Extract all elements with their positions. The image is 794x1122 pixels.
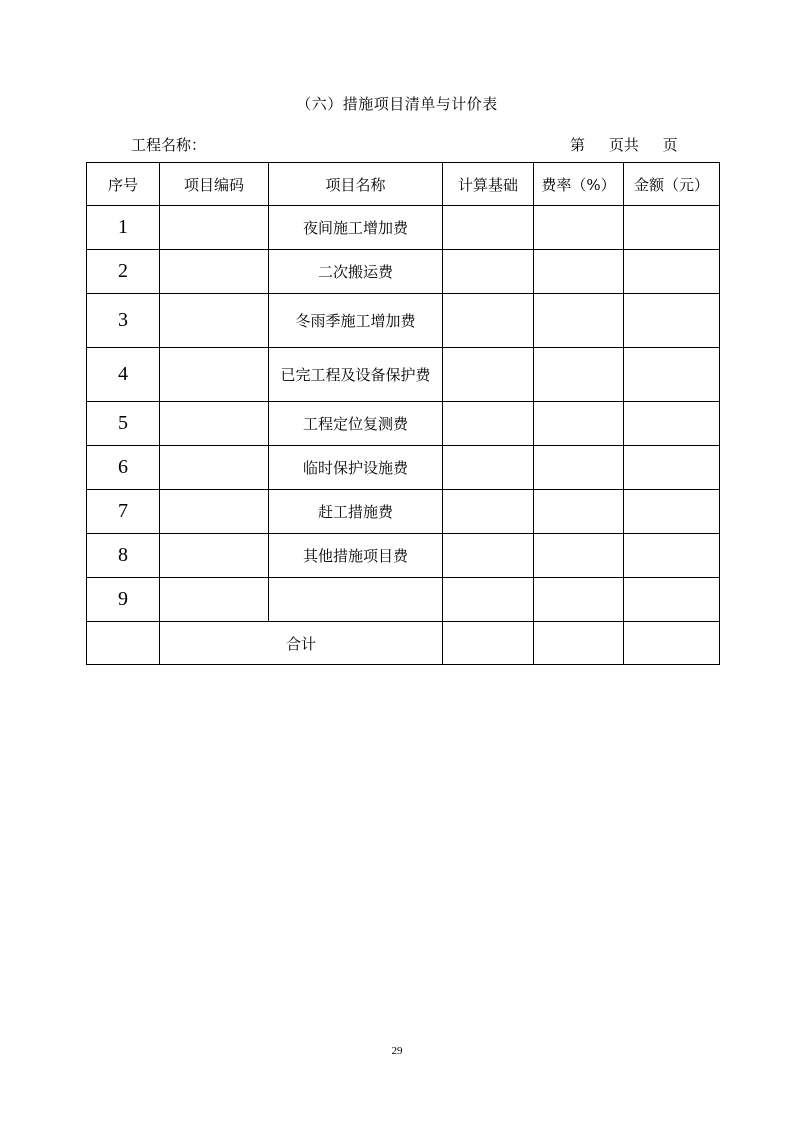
table-row: [87, 490, 720, 534]
row-item-code: [160, 490, 269, 534]
row-rate: [534, 534, 624, 578]
row-item-name: 冬雨季施工增加费: [269, 294, 443, 348]
row-item-name: 临时保护设施费: [269, 446, 443, 490]
row-item-name: [269, 578, 443, 622]
row-amount: [624, 402, 720, 446]
row-calc-basis: [443, 446, 534, 490]
row-serial-no: 5: [87, 402, 160, 446]
row-item-code: [160, 348, 269, 402]
table-row: [87, 348, 720, 402]
row-item-name: 夜间施工增加费: [269, 206, 443, 250]
total-serial-no: [87, 622, 160, 665]
row-rate: [534, 206, 624, 250]
header-calc-basis: 计算基础: [443, 163, 534, 206]
total-amount: [624, 622, 720, 665]
row-serial-no: 9: [87, 578, 160, 622]
row-serial-no: 1: [87, 206, 160, 250]
row-serial-no: 6: [87, 446, 160, 490]
row-amount: [624, 250, 720, 294]
row-amount: [624, 294, 720, 348]
row-rate: [534, 294, 624, 348]
row-amount: [624, 534, 720, 578]
row-serial-no: 3: [87, 294, 160, 348]
row-rate: [534, 250, 624, 294]
page-number: 29: [391, 1045, 403, 1057]
row-rate: [534, 578, 624, 622]
header-serial-no: 序号: [87, 163, 160, 206]
row-item-code: [160, 578, 269, 622]
total-label: 合计: [160, 622, 443, 665]
page-info: 第 页共 页: [570, 136, 678, 154]
total-rate: [534, 622, 624, 665]
total-calc-basis: [443, 622, 534, 665]
row-item-name: 二次搬运费: [269, 250, 443, 294]
row-rate: [534, 348, 624, 402]
header-item-name: 项目名称: [269, 163, 443, 206]
row-serial-no: 8: [87, 534, 160, 578]
header-amount: 金额（元）: [624, 163, 720, 206]
measures-pricing-table: [86, 162, 720, 665]
table-row: [87, 250, 720, 294]
table-header-row: [87, 163, 720, 206]
project-name-label: 工程名称：: [131, 136, 207, 154]
row-item-code: [160, 534, 269, 578]
row-item-code: [160, 446, 269, 490]
row-calc-basis: [443, 578, 534, 622]
table-total-row: [87, 622, 720, 665]
row-calc-basis: [443, 534, 534, 578]
table-row: [87, 446, 720, 490]
table-row: [87, 534, 720, 578]
row-amount: [624, 490, 720, 534]
row-calc-basis: [443, 490, 534, 534]
row-item-name: 赶工措施费: [269, 490, 443, 534]
table-row: [87, 294, 720, 348]
row-rate: [534, 490, 624, 534]
row-calc-basis: [443, 206, 534, 250]
row-calc-basis: [443, 294, 534, 348]
row-rate: [534, 402, 624, 446]
row-amount: [624, 348, 720, 402]
row-amount: [624, 446, 720, 490]
row-calc-basis: [443, 402, 534, 446]
row-item-name: 其他措施项目费: [269, 534, 443, 578]
row-amount: [624, 578, 720, 622]
row-calc-basis: [443, 250, 534, 294]
table-row: [87, 402, 720, 446]
table-row: [87, 206, 720, 250]
document-title: （六）措施项目清单与计价表: [296, 95, 498, 113]
row-calc-basis: [443, 348, 534, 402]
row-item-code: [160, 206, 269, 250]
row-item-name: 工程定位复测费: [269, 402, 443, 446]
row-serial-no: 2: [87, 250, 160, 294]
table-row: [87, 578, 720, 622]
row-item-code: [160, 294, 269, 348]
row-serial-no: 7: [87, 490, 160, 534]
row-item-name: 已完工程及设备保护费: [269, 348, 443, 402]
row-rate: [534, 446, 624, 490]
row-serial-no: 4: [87, 348, 160, 402]
header-item-code: 项目编码: [160, 163, 269, 206]
row-item-code: [160, 402, 269, 446]
row-item-code: [160, 250, 269, 294]
header-rate: 费率（%）: [534, 163, 624, 206]
row-amount: [624, 206, 720, 250]
